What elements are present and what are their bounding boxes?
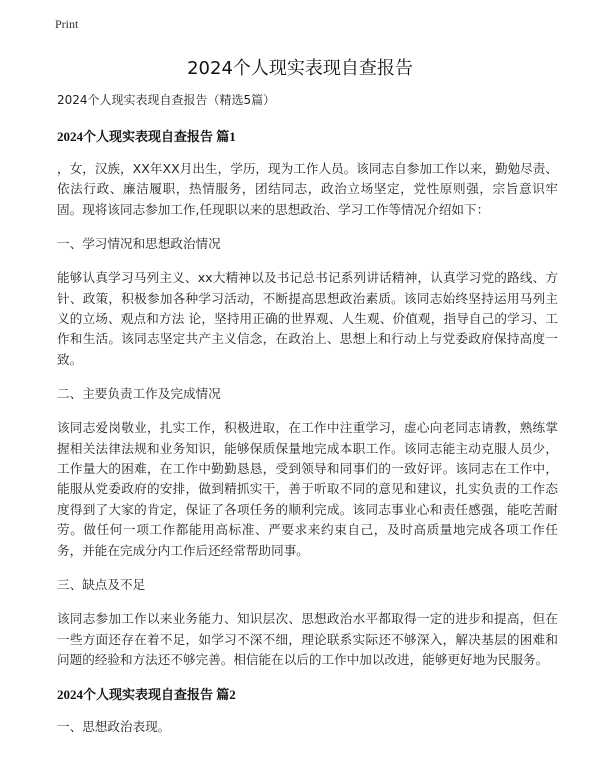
document-body <box>57 90 558 751</box>
section-2 <box>57 684 558 737</box>
paragraph: 能够认真学习马列主义、xx大精神以及书记总书记系列讲话精神，认真学习党的路线、方针、政策，积极参加各种学习活动，不断提高思想政治素质。该同志始终坚持运用马列主义的立场、观点和方法 论，坚持用正确的世界观、人生观、价值观，指导自己的学习、工作和生活。该同志坚定共产主义信念，在政治上、思想上和行动上与党委政府保持高度一致。 <box>57 270 558 367</box>
section-heading: 一、学习情况和思想政治情况 <box>57 236 221 252</box>
paragraph: 该同志爱岗敬业，扎实工作，积极进取，在工作中注重学习，虚心向老同志请教，熟练掌握相关法律法规和业务知识，能够保质保量地完成本职工作。该同志能主动克服人员少，工作量大的困难，在工作中勤勤恳恳，受到领导和同事们的一致好评。该同志在工作中，能服从党委政府的安排，做到精抓实干，善于听取不同的意见和建议，扎实负责的工作态度得到了大家的肯定，保证了各项任务的顺利完成。该同志事业心和责任感强，能吃苦耐劳。做任何一项工作都能用高标准、严要求来约束自己，及时高质量地完成各项工作任务，并能在完成分内工作后还经常帮助同事。 <box>57 420 558 558</box>
section-heading: 三、缺点及不足 <box>57 577 146 593</box>
print-label[interactable]: Print <box>55 17 79 31</box>
section-title: 2024个人现实表现自查报告 篇2 <box>57 687 236 703</box>
section-title: 2024个人现实表现自查报告 篇1 <box>57 129 236 144</box>
page-title: 2024个人现实表现自查报告 <box>187 58 413 79</box>
paragraph: ，女，汉族，XX年XX月出生，学历，现为工作人员。该同志自参加工作以来，勤勉尽责、依法行政、廉洁履职，热情服务，团结同志，政治立场坚定，党性原则强，宗旨意识牢固。现将该同志参加工作,任现职以来的思想政治、学习工作等情况介绍如下： <box>57 161 558 217</box>
section-heading: 二、主要负责工作及完成情况 <box>57 386 221 402</box>
section-1 <box>57 126 558 670</box>
section-heading: 一、思想政治表现。 <box>57 719 171 735</box>
document-subtitle: 2024个人现实表现自查报告（精选5篇） <box>57 93 276 107</box>
paragraph: 该同志参加工作以来业务能力、知识层次、思想政治水平都取得一定的进步和提高，但在一些方面还存在着不足，如学习不深不细，理论联系实际还不够深入，解决基层的困难和问题的经验和方法还不够完善。相信能在以后的工作中加以改进，能够更好地为民服务。 <box>57 611 558 667</box>
